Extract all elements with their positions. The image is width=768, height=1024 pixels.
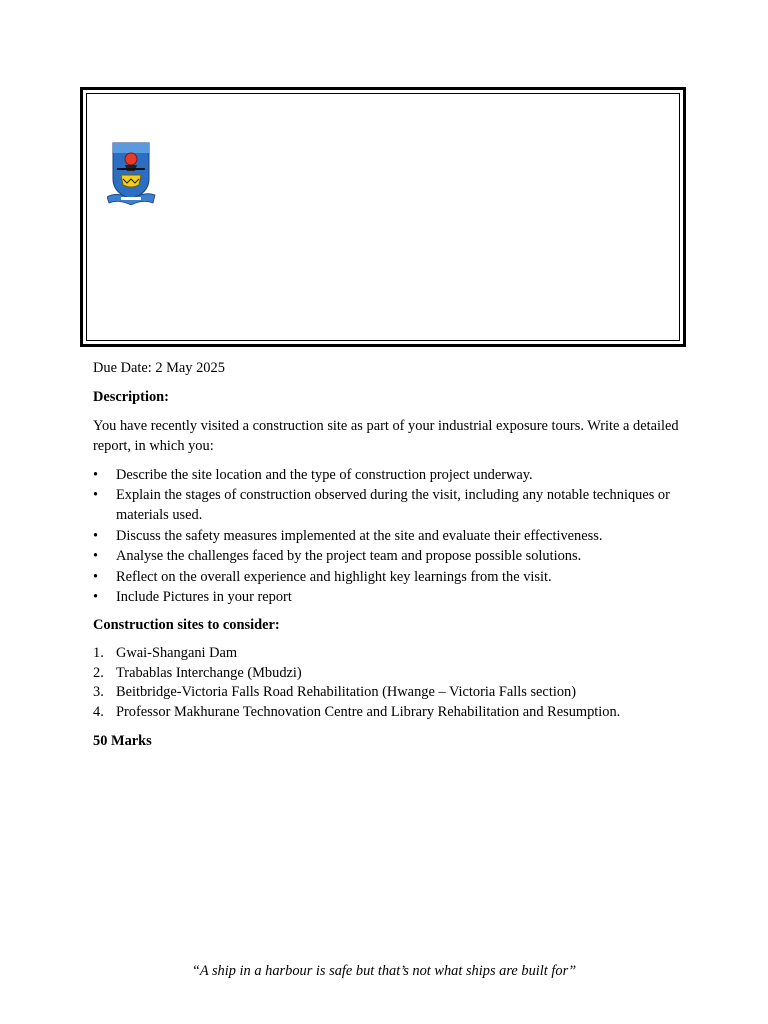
footer-quote: “A ship in a harbour is safe but that’s not what ships are built for” bbox=[191, 963, 577, 979]
marks-label: 50 Marks bbox=[93, 733, 152, 750]
list-item: • Discuss the safety measures implemented at the site and evaluate their effectiveness. bbox=[93, 526, 683, 546]
sites-list bbox=[93, 644, 683, 722]
header-inner-frame bbox=[86, 93, 680, 341]
task-list bbox=[93, 465, 683, 607]
list-number: 1. bbox=[93, 644, 104, 661]
list-item bbox=[93, 703, 683, 723]
university-crest-icon bbox=[107, 139, 157, 205]
list-item: • Analyse the challenges faced by the project team and propose possible solutions. bbox=[93, 546, 683, 566]
list-item: • Describe the site location and the type of construction project underway. bbox=[93, 465, 683, 485]
due-date: Due Date: 2 May 2025 bbox=[93, 360, 225, 376]
site-name: Beitbridge-Victoria Falls Road Rehabilitation (Hwange – Victoria Falls section) bbox=[116, 684, 577, 701]
site-name: Trabablas Interchange (Mbudzi) bbox=[116, 664, 302, 681]
list-item bbox=[93, 664, 683, 684]
list-item bbox=[93, 644, 683, 664]
list-item: • Include Pictures in your report bbox=[93, 587, 683, 607]
list-number: 2. bbox=[93, 664, 104, 681]
list-item: • Explain the stages of construction observed during the visit, including any notable techniques or materials used. bbox=[93, 485, 683, 525]
site-name: Gwai-Shangani Dam bbox=[116, 644, 238, 661]
list-item bbox=[93, 683, 683, 703]
site-name: Professor Makhurane Technovation Centre and Library Rehabilitation and Resumption. bbox=[116, 703, 621, 720]
sites-heading: Construction sites to consider: bbox=[93, 616, 280, 633]
list-number: 3. bbox=[93, 684, 104, 701]
list-item: • Reflect on the overall experience and highlight key learnings from the visit. bbox=[93, 567, 683, 587]
list-number: 4. bbox=[93, 703, 104, 720]
description-heading: Description: bbox=[93, 389, 169, 405]
intro-paragraph: You have recently visited a construction site as part of your industrial exposure tours. Write a detailed report, in which you: bbox=[93, 418, 679, 454]
header-frame bbox=[80, 87, 686, 347]
assignment-body bbox=[93, 358, 683, 760]
